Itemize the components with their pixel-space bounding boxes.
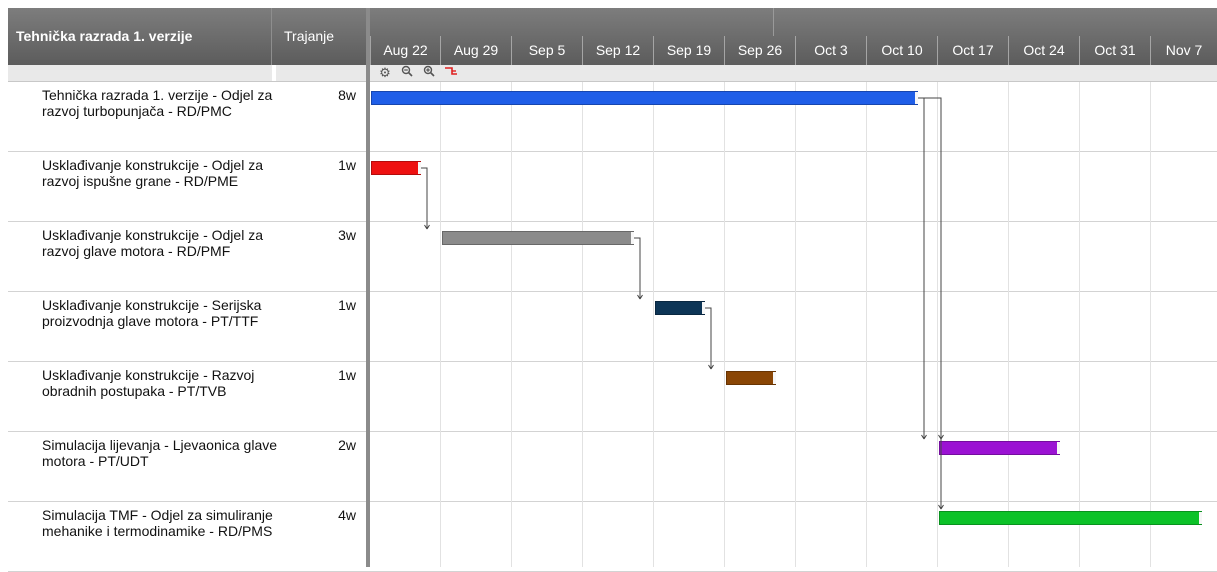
week-gridline [937, 82, 938, 567]
week-gridline [866, 82, 867, 567]
gear-icon[interactable]: ⚙ [379, 65, 391, 80]
week-header: Sep 19 [653, 36, 724, 65]
task-row[interactable] [8, 152, 1217, 222]
task-name: Usklađivanje konstrukcije - Odjel za razvoj ispušne grane - RD/PME [42, 157, 263, 189]
top-margin [0, 0, 1217, 8]
week-gridline [582, 82, 583, 567]
task-bar[interactable] [442, 231, 634, 245]
task-duration: 1w [338, 297, 356, 313]
task-bar[interactable] [726, 371, 776, 385]
task-duration: 8w [338, 87, 356, 103]
task-column-header[interactable]: Tehnička razrada 1. verzije [8, 8, 272, 65]
week-gridline [1150, 82, 1151, 567]
task-bar[interactable] [655, 301, 705, 315]
week-header: Sep 5 [511, 36, 582, 65]
task-name: Usklađivanje konstrukcije - Serijska proizvodnja glave motora - PT/TTF [42, 297, 262, 329]
task-bar[interactable] [939, 511, 1202, 525]
task-name: Usklađivanje konstrukcije - Odjel za razvoj glave motora - RD/PMF [42, 227, 263, 259]
week-header: Oct 24 [1008, 36, 1079, 65]
grid-header [8, 8, 368, 65]
month-divider [773, 8, 774, 36]
task-duration: 1w [338, 157, 356, 173]
week-header: Oct 10 [866, 36, 937, 65]
task-name: Usklađivanje konstrukcije - Razvoj obradnih postupaka - PT/TVB [42, 367, 255, 399]
pane-splitter[interactable] [366, 8, 370, 567]
week-header: Aug 22 [370, 36, 440, 65]
week-gridline [1008, 82, 1009, 567]
week-header: Nov 7 [1150, 36, 1217, 65]
task-duration: 3w [338, 227, 356, 243]
critical-path-icon[interactable] [442, 65, 460, 81]
week-gridline [653, 82, 654, 567]
task-name: Simulacija TMF - Odjel za simuliranje mehanike i termodinamike - RD/PMS [42, 507, 273, 539]
week-gridline [795, 82, 796, 567]
week-header: Aug 29 [440, 36, 511, 65]
week-gridline [511, 82, 512, 567]
timeline-header [370, 8, 1217, 65]
zoom-in-icon[interactable] [420, 65, 438, 81]
task-duration: 2w [338, 437, 356, 453]
task-bar[interactable] [371, 91, 918, 105]
week-header: Sep 12 [582, 36, 653, 65]
task-row[interactable] [8, 362, 1217, 432]
task-duration: 1w [338, 367, 356, 383]
task-row[interactable] [8, 292, 1217, 362]
zoom-out-icon[interactable] [398, 65, 416, 81]
week-gridline [1079, 82, 1080, 567]
task-bar[interactable] [371, 161, 421, 175]
grid-subheader [8, 65, 368, 82]
week-header: Oct 31 [1079, 36, 1150, 65]
task-name: Simulacija lijevanja - Ljevaonica glave motora - PT/UDT [42, 437, 278, 469]
week-header: Oct 17 [937, 36, 1008, 65]
week-header: Sep 26 [724, 36, 795, 65]
task-duration: 4w [338, 507, 356, 523]
duration-column-header[interactable]: Trajanje [284, 28, 335, 44]
task-bar[interactable] [939, 441, 1060, 455]
week-gridline [440, 82, 441, 567]
chart-toolbar [370, 65, 1217, 82]
week-header: Oct 3 [795, 36, 866, 65]
task-name: Tehnička razrada 1. verzije - Odjel za razvoj turbopunjača - RD/PMC [42, 87, 273, 119]
week-gridline [724, 82, 725, 567]
